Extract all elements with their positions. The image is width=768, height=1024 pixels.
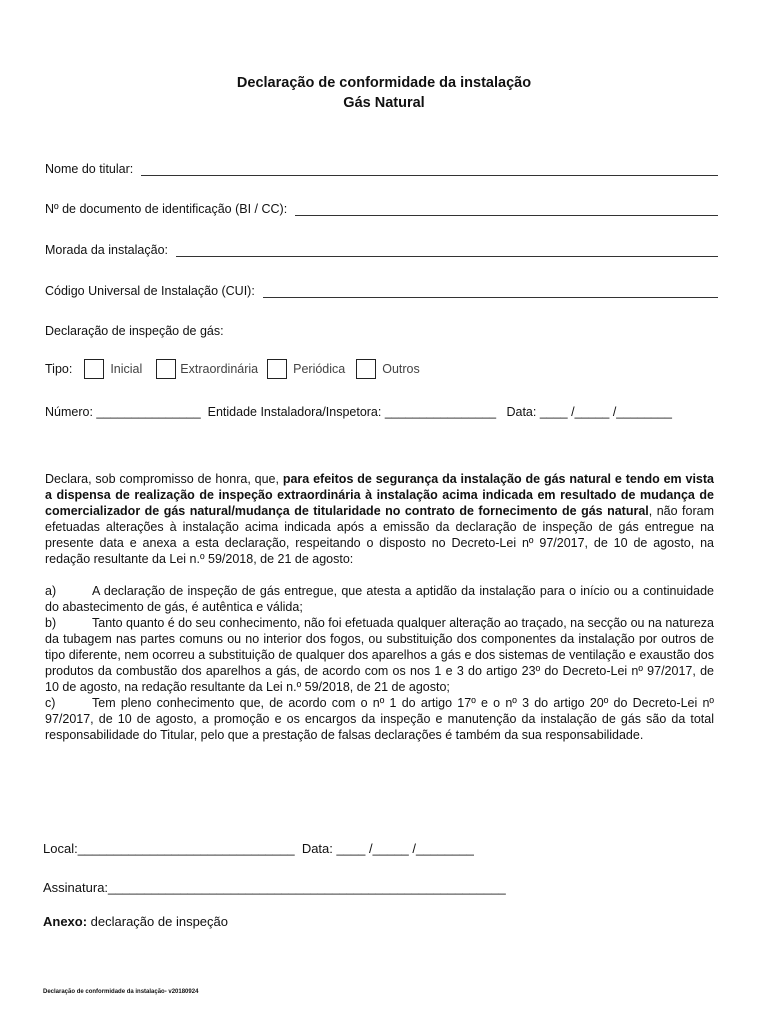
- cui-label: Código Universal de Instalação (CUI):: [45, 284, 255, 298]
- document-title: Declaração de conformidade da instalação: [236, 75, 532, 91]
- item-a-marker: a): [45, 584, 57, 598]
- item-b-marker: b): [45, 616, 57, 630]
- checkbox-periodica[interactable]: [267, 359, 287, 379]
- item-b: [45, 615, 714, 695]
- documento-field[interactable]: [45, 202, 718, 216]
- local-data-row[interactable]: Local:______________________________ Data: ____ /_____ /________: [43, 841, 474, 856]
- intro-plain: Declara, sob compromisso de honra, que,: [45, 472, 283, 486]
- inspecao-label: Declaração de inspeção de gás:: [45, 324, 224, 338]
- morada-line[interactable]: [176, 244, 718, 257]
- documento-label: Nº de documento de identificação (BI / CC):: [45, 202, 288, 216]
- option-extraordinaria: Extraordinária: [180, 362, 259, 376]
- tipo-label: Tipo:: [45, 362, 73, 376]
- intro-bold: para efeitos de segurança da instalação de gás natural e tendo em vista a dispensa de realização de inspeção extraordinária à instalação acima indicada em resultado de mudança de comercializador de gás natural/mudança de titularidade no contrato de fornecimento de gás natural: [45, 472, 714, 518]
- numero-entidade-data-row[interactable]: Número: _______________ Entidade Instaladora/Inspetora: ________________ Data: ____ /_____ /________: [45, 405, 672, 419]
- intro-rest: , não foram efetuadas alterações à instalação acima indicada após a emissão da declaração de inspeção de gás entregue na presente data e anexa a esta declaração, respeitando o disposto no Decreto-Lei nº 97/2017, de 10 de agosto, na redação resultante da Lei n.º 59/2018, de 21 de agosto:: [45, 504, 715, 566]
- assinatura-row[interactable]: Assinatura:_______________________________________________________: [43, 880, 506, 895]
- option-periodica: Periódica: [293, 362, 346, 376]
- checkbox-inicial[interactable]: [84, 359, 104, 379]
- item-b-text: Tanto quanto é do seu conhecimento, não foi efetuada qualquer alteração ao traçado, na secção ou na natureza da tubagem nas partes comuns ou no interior dos fogos, ou substituição dos componentes da instalação por outros de tipo diferente, nem ocorreu a substituição de qualquer dos aparelhos a gás e dos sistemas de ventilação e exaustão dos produtos da combustão dos aparelhos a gás, de acordo com os nos 1 e 3 do artigo 23º do Decreto-Lei nº 97/2017, de 10 de agosto, na redação resultante da Lei n.º 59/2018, de 21 de agosto;: [45, 616, 714, 694]
- titular-line[interactable]: [141, 163, 718, 176]
- option-inicial: Inicial: [110, 362, 143, 376]
- declaration-intro: [45, 471, 714, 567]
- anexo-text: declaração de inspeção: [87, 914, 228, 929]
- item-c-marker: c): [45, 696, 56, 710]
- option-outros: Outros: [382, 362, 420, 376]
- anexo-row: [43, 914, 228, 929]
- checkbox-extraordinaria[interactable]: [156, 359, 176, 379]
- morada-field[interactable]: [45, 243, 718, 257]
- checkbox-outros[interactable]: [356, 359, 376, 379]
- document-subtitle: Gás Natural: [343, 95, 425, 111]
- item-c-text: Tem pleno conhecimento que, de acordo com o nº 1 do artigo 17º e o nº 3 do artigo 20º do Decreto-Lei nº 97/2017, de 10 de agosto, a promoção e os encargos da inspeção e manutenção da instalação de gás são da total responsabilidade do Titular, pelo que a prestação de falsas declarações é também da sua responsabilidade.: [45, 696, 714, 742]
- cui-field[interactable]: [45, 284, 718, 298]
- morada-label: Morada da instalação:: [45, 243, 168, 257]
- titular-field[interactable]: [45, 162, 718, 176]
- titular-label: Nome do titular:: [45, 162, 134, 176]
- footer-version: Declaração de conformidade da instalação- v20180924: [43, 989, 199, 995]
- documento-line[interactable]: [295, 203, 718, 216]
- item-c: [45, 695, 714, 743]
- declaration-body: [45, 471, 714, 743]
- item-a: [45, 583, 714, 615]
- tipo-row: [45, 359, 430, 379]
- cui-line[interactable]: [263, 285, 718, 298]
- item-a-text: A declaração de inspeção de gás entregue, que atesta a aptidão da instalação para o início ou a continuidade do abastecimento de gás, é autêntica e válida;: [45, 584, 714, 614]
- anexo-label: Anexo:: [43, 914, 88, 929]
